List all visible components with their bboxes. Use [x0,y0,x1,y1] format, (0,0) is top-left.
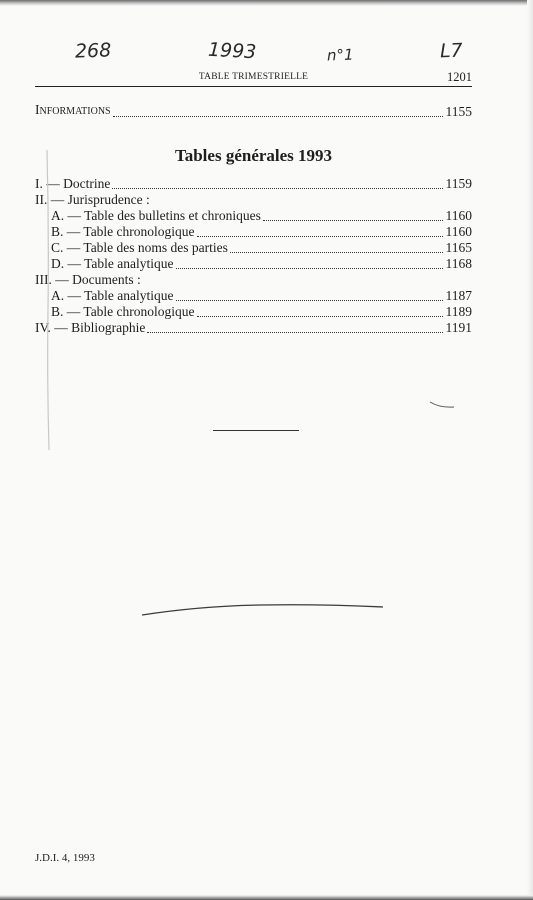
toc-entry [51,304,472,320]
toc-entry [51,240,472,256]
toc-entry-page: 1160 [445,224,472,239]
toc-entry-label: B. — Table chronologique [51,224,195,239]
header-title: TABLE TRIMESTRIELLE [198,72,309,82]
footer-citation: J.D.I. 4, 1993 [35,852,95,864]
toc-entry-label: D. — Table analytique [51,256,174,271]
informations-label: INFORMATIONS [35,102,111,117]
dot-leader [113,116,443,117]
informations-page: 1155 [445,104,472,119]
handwritten-note-1: 268 [74,39,112,63]
dot-leader [230,252,443,253]
toc-entry-label: III. — Documents : [35,272,141,287]
toc-entry-page: 1168 [445,256,472,271]
toc-entry-label: A. — Table analytique [51,288,174,303]
dot-leader [197,316,443,317]
dot-leader [197,236,443,237]
handwritten-note-4: L7 [439,39,464,63]
toc-entry-page: 1165 [445,240,472,255]
toc-entry-label: B. — Table chronologique [51,304,195,319]
toc-entry [35,272,472,288]
toc-entry-page: 1189 [445,304,472,319]
header-page-number: 1201 [447,70,472,84]
stray-pen-mark [428,398,458,412]
toc-entry-label: A. — Table des bulletins et chroniques [51,208,261,223]
pen-stroke-mark [140,596,386,620]
dot-leader [176,300,443,301]
scan-edge-top [0,0,533,6]
scan-edge-bottom [0,895,533,900]
toc-entry [35,176,472,192]
toc-entry [51,288,472,304]
toc-entry-page: 1160 [445,208,472,223]
handwritten-note-3: n°1 [326,45,354,65]
dot-leader [112,188,442,189]
toc-entry-page: 1191 [445,320,472,335]
toc-entry-label: II. — Jurisprudence : [35,192,150,207]
toc-entry-label: IV. — Bibliographie [35,320,146,335]
header-rule [35,86,472,87]
toc-entry-page: 1187 [445,288,472,303]
toc-entry-label: C. — Table des noms des parties [51,240,228,255]
dot-leader [176,268,443,269]
scan-edge-right [527,0,533,900]
end-rule [213,430,299,431]
toc-entry [35,320,472,336]
informations-entry [35,104,472,120]
toc-entry [35,192,472,208]
toc-entry-label: I. — Doctrine [35,176,111,191]
toc-entry [51,224,472,240]
margin-streak-mark [44,150,52,450]
toc-entry-page: 1159 [445,176,472,191]
handwritten-note-2: 1993 [207,38,257,64]
running-header [35,70,472,86]
toc-entry [51,208,472,224]
section-title: Tables générales 1993 [174,146,333,165]
dot-leader [263,220,443,221]
dot-leader [147,332,442,333]
toc-entry [51,256,472,272]
